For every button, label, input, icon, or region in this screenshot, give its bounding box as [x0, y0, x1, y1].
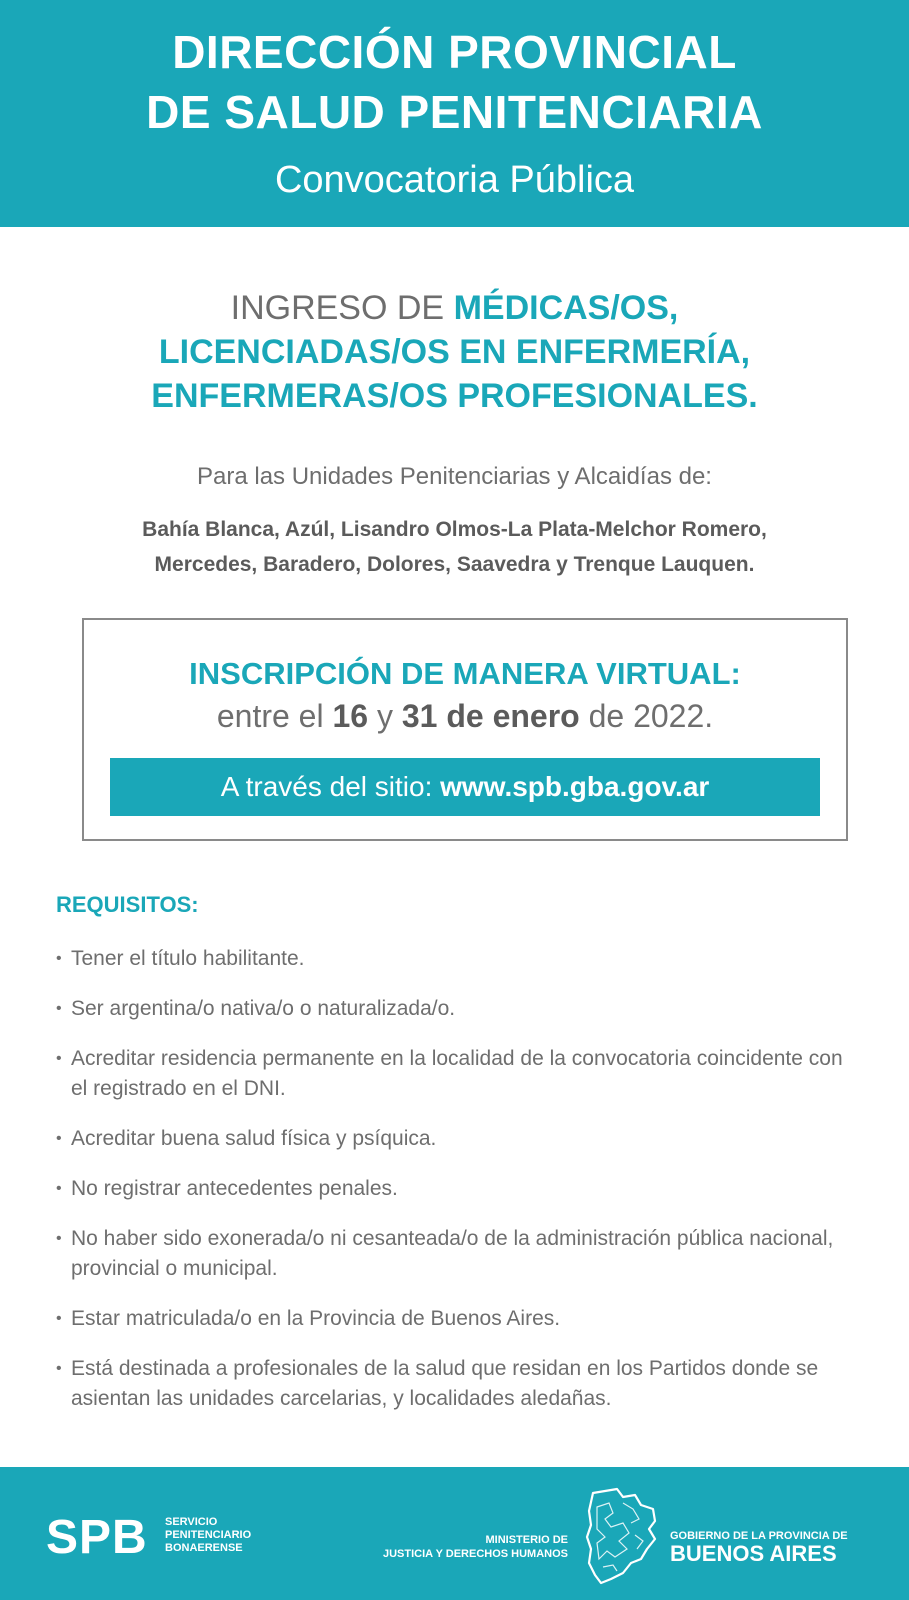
- ingreso-line2: LICENCIADAS/OS EN ENFERMERÍA,: [158, 333, 751, 371]
- header-subtitle: Convocatoria Pública: [274, 159, 635, 201]
- buenos-aires-map-icon: [583, 1487, 659, 1587]
- site-prefix: A través del sitio:: [220, 771, 441, 802]
- requisito-text: Tener el título habilitante.: [71, 947, 305, 970]
- list-item: [56, 1304, 856, 1334]
- list-item: [56, 1044, 856, 1104]
- ingreso-line1: MÉDICAS/OS,: [453, 289, 679, 327]
- bullet-icon: •: [56, 950, 62, 967]
- inscripcion-dates: [84, 694, 846, 738]
- inscripcion-title: INSCRIPCIÓN DE MANERA VIRTUAL:: [189, 656, 741, 691]
- spb-line3: BONAERENSE: [165, 1542, 243, 1554]
- requisitos-list: [56, 944, 856, 1434]
- units-intro: Para las Unidades Penitenciarias y Alcaidías de:: [197, 463, 712, 490]
- bullet-icon: •: [56, 1050, 62, 1067]
- spb-logo: SPB: [46, 1511, 148, 1564]
- ingreso-line3: ENFERMERAS/OS PROFESIONALES.: [151, 377, 758, 415]
- site-bar: [110, 758, 820, 816]
- requisito-text: Ser argentina/o nativa/o o naturalizada/o.: [71, 997, 456, 1020]
- ministerio-line2: JUSTICIA Y DERECHOS HUMANOS: [383, 1548, 568, 1560]
- list-item: [56, 1224, 856, 1284]
- spb-name: [165, 1516, 251, 1555]
- site-url-link[interactable]: www.spb.gba.gov.ar: [440, 771, 710, 802]
- requisito-text: No registrar antecedentes penales.: [71, 1177, 398, 1200]
- requisito-text: Estar matriculada/o en la Provincia de Buenos Aires.: [71, 1307, 561, 1330]
- bullet-icon: •: [56, 1000, 62, 1017]
- dates-y: y: [368, 698, 402, 734]
- bullet-icon: •: [56, 1230, 62, 1247]
- places-line1: Bahía Blanca, Azúl, Lisandro Olmos-La Plata-Melchor Romero,: [142, 518, 767, 541]
- dates-start: 16: [332, 698, 369, 734]
- requisitos-title: REQUISITOS:: [56, 892, 199, 917]
- dates-end: 31 de enero: [401, 698, 580, 734]
- list-item: [56, 1174, 856, 1204]
- list-item: [56, 994, 856, 1024]
- header-banner: [0, 0, 909, 227]
- requisito-text: No haber sido exonerada/o ni cesanteada/o de la administración pública nacional, provincial o municipal.: [71, 1227, 834, 1280]
- requisito-text: Acreditar buena salud física y psíquica.: [71, 1127, 437, 1150]
- dates-year: de 2022.: [579, 698, 714, 734]
- list-item: [56, 1124, 856, 1154]
- bullet-icon: •: [56, 1180, 62, 1197]
- list-item: [56, 944, 856, 974]
- ministerio-line1: MINISTERIO DE: [485, 1534, 568, 1546]
- places-list: [0, 512, 909, 582]
- ministerio-name: [360, 1533, 568, 1561]
- ingreso-prefix: INGRESO DE: [230, 289, 454, 327]
- spb-line1: SERVICIO: [165, 1516, 218, 1528]
- footer-banner: [0, 1467, 909, 1600]
- gob-line1: GOBIERNO DE LA PROVINCIA DE: [670, 1530, 848, 1542]
- gob-line2: BUENOS AIRES: [670, 1541, 837, 1566]
- places-line2: Mercedes, Baradero, Dolores, Saavedra y Trenque Lauquen.: [154, 553, 755, 576]
- bullet-icon: •: [56, 1310, 62, 1327]
- bullet-icon: •: [56, 1360, 62, 1377]
- requisito-text: Está destinada a profesionales de la salud que residan en los Partidos donde se asientan las unidades carcelarias, y localidades aledañas.: [71, 1357, 819, 1410]
- bullet-icon: •: [56, 1130, 62, 1147]
- header-title-line2: DE SALUD PENITENCIARIA: [146, 86, 763, 138]
- header-title-line1: DIRECCIÓN PROVINCIAL: [172, 26, 737, 78]
- spb-line2: PENITENCIARIO: [165, 1529, 252, 1541]
- gobierno-name: [670, 1530, 848, 1566]
- requisito-text: Acreditar residencia permanente en la localidad de la convocatoria coincidente con el registrado en el DNI.: [71, 1047, 843, 1100]
- dates-entre: entre el: [216, 698, 333, 734]
- ingreso-heading: [0, 286, 909, 418]
- inscripcion-box: [82, 618, 848, 841]
- list-item: [56, 1354, 856, 1414]
